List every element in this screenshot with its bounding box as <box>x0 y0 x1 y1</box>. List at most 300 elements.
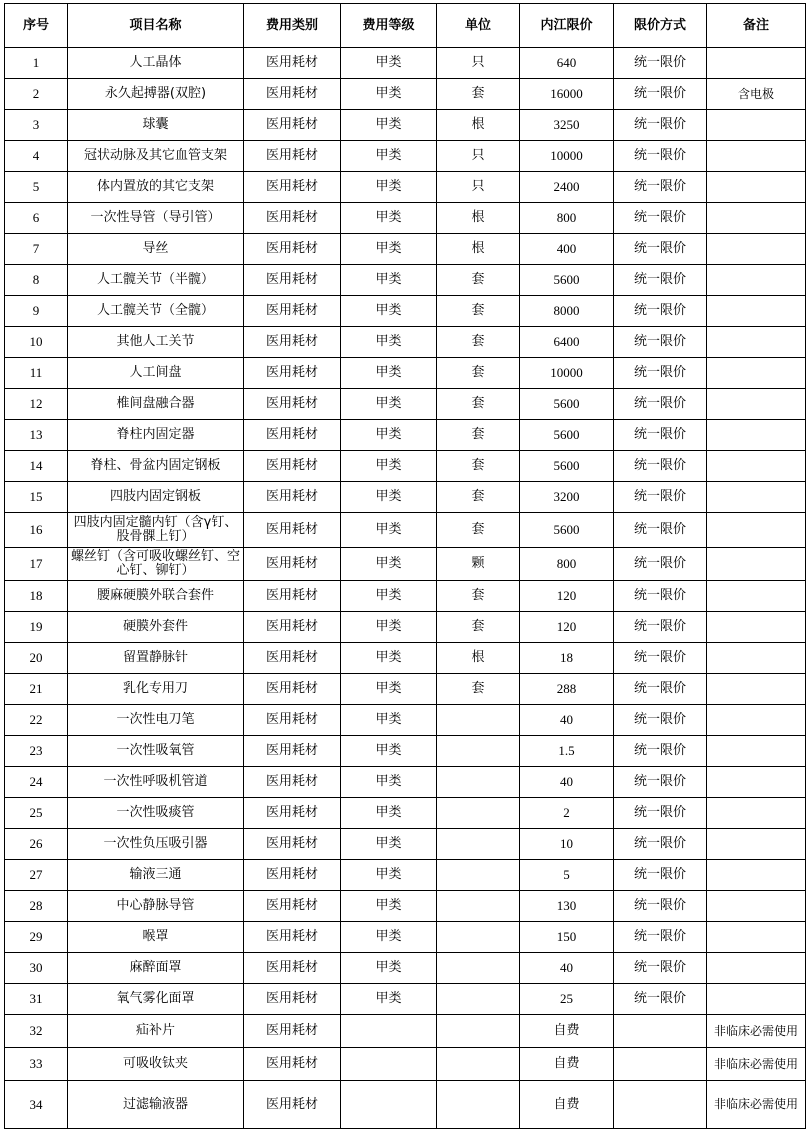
cell-no: 26 <box>5 829 68 860</box>
cell-category: 医用耗材 <box>244 953 341 984</box>
cell-remark <box>707 581 806 612</box>
cell-price: 8000 <box>520 296 614 327</box>
cell-remark <box>707 296 806 327</box>
cell-no: 2 <box>5 79 68 110</box>
cell-remark <box>707 482 806 513</box>
table-row <box>5 767 806 798</box>
header-level: 费用等级 <box>341 4 437 48</box>
cell-category: 医用耗材 <box>244 296 341 327</box>
cell-no: 11 <box>5 358 68 389</box>
cell-no: 8 <box>5 265 68 296</box>
cell-mode: 统一限价 <box>614 922 707 953</box>
cell-remark <box>707 829 806 860</box>
cell-category: 医用耗材 <box>244 1015 341 1048</box>
table-row <box>5 643 806 674</box>
cell-category: 医用耗材 <box>244 922 341 953</box>
cell-name: 乳化专用刀 <box>68 674 244 705</box>
cell-level: 甲类 <box>341 141 437 172</box>
cell-mode <box>614 1015 707 1048</box>
cell-mode: 统一限价 <box>614 327 707 358</box>
cell-name: 留置静脉针 <box>68 643 244 674</box>
cell-remark <box>707 234 806 265</box>
cell-name: 球囊 <box>68 110 244 141</box>
cell-level: 甲类 <box>341 482 437 513</box>
cell-mode: 统一限价 <box>614 674 707 705</box>
cell-price: 10000 <box>520 358 614 389</box>
cell-no: 32 <box>5 1015 68 1048</box>
cell-unit <box>437 953 520 984</box>
cell-price: 自费 <box>520 1015 614 1048</box>
cell-remark <box>707 643 806 674</box>
cell-unit <box>437 798 520 829</box>
cell-price: 130 <box>520 891 614 922</box>
cell-category: 医用耗材 <box>244 110 341 141</box>
cell-unit <box>437 767 520 798</box>
cell-name: 四肢内固定钢板 <box>68 482 244 513</box>
cell-category: 医用耗材 <box>244 420 341 451</box>
cell-level: 甲类 <box>341 891 437 922</box>
header-name: 项目名称 <box>68 4 244 48</box>
cell-level: 甲类 <box>341 860 437 891</box>
cell-price: 5600 <box>520 389 614 420</box>
cell-level: 甲类 <box>341 548 437 581</box>
cell-price: 640 <box>520 48 614 79</box>
cell-no: 4 <box>5 141 68 172</box>
cell-mode: 统一限价 <box>614 79 707 110</box>
cell-category: 医用耗材 <box>244 79 341 110</box>
header-mode: 限价方式 <box>614 4 707 48</box>
table-row <box>5 705 806 736</box>
cell-name: 过滤输液器 <box>68 1081 244 1129</box>
table-row <box>5 1015 806 1048</box>
cell-no: 3 <box>5 110 68 141</box>
table-row <box>5 296 806 327</box>
cell-unit <box>437 736 520 767</box>
cell-category: 医用耗材 <box>244 358 341 389</box>
cell-name: 一次性导管（导引管） <box>68 203 244 234</box>
cell-price: 150 <box>520 922 614 953</box>
cell-remark <box>707 513 806 548</box>
cell-no: 7 <box>5 234 68 265</box>
cell-price: 5600 <box>520 265 614 296</box>
cell-price: 120 <box>520 581 614 612</box>
cell-unit <box>437 891 520 922</box>
cell-remark: 非临床必需使用 <box>707 1015 806 1048</box>
cell-mode: 统一限价 <box>614 829 707 860</box>
cell-level: 甲类 <box>341 674 437 705</box>
cell-no: 6 <box>5 203 68 234</box>
cell-unit: 只 <box>437 48 520 79</box>
cell-remark <box>707 172 806 203</box>
cell-name: 硬膜外套件 <box>68 612 244 643</box>
cell-name: 其他人工关节 <box>68 327 244 358</box>
table-row <box>5 265 806 296</box>
cell-price: 5600 <box>520 451 614 482</box>
cell-no: 1 <box>5 48 68 79</box>
cell-no: 20 <box>5 643 68 674</box>
table-row <box>5 172 806 203</box>
table-row <box>5 612 806 643</box>
cell-no: 18 <box>5 581 68 612</box>
cell-unit: 套 <box>437 296 520 327</box>
cell-mode: 统一限价 <box>614 172 707 203</box>
table-row <box>5 203 806 234</box>
cell-category: 医用耗材 <box>244 767 341 798</box>
cell-mode: 统一限价 <box>614 984 707 1015</box>
cell-remark <box>707 674 806 705</box>
cell-level: 甲类 <box>341 420 437 451</box>
cell-remark <box>707 612 806 643</box>
cell-remark <box>707 984 806 1015</box>
cell-no: 16 <box>5 513 68 548</box>
cell-remark <box>707 953 806 984</box>
cell-no: 9 <box>5 296 68 327</box>
cell-price: 5600 <box>520 420 614 451</box>
cell-name: 冠状动脉及其它血管支架 <box>68 141 244 172</box>
cell-no: 21 <box>5 674 68 705</box>
header-remark: 备注 <box>707 4 806 48</box>
cell-remark <box>707 860 806 891</box>
cell-price: 10 <box>520 829 614 860</box>
cell-no: 5 <box>5 172 68 203</box>
cell-category: 医用耗材 <box>244 860 341 891</box>
cell-level: 甲类 <box>341 581 437 612</box>
cell-unit <box>437 860 520 891</box>
cell-category: 医用耗材 <box>244 674 341 705</box>
cell-category: 医用耗材 <box>244 984 341 1015</box>
cell-category: 医用耗材 <box>244 1081 341 1129</box>
cell-no: 15 <box>5 482 68 513</box>
cell-remark <box>707 705 806 736</box>
cell-remark: 含电极 <box>707 79 806 110</box>
cell-remark <box>707 48 806 79</box>
cell-name: 一次性吸痰管 <box>68 798 244 829</box>
cell-level: 甲类 <box>341 513 437 548</box>
cell-mode: 统一限价 <box>614 265 707 296</box>
cell-remark <box>707 798 806 829</box>
cell-mode: 统一限价 <box>614 953 707 984</box>
cell-level: 甲类 <box>341 798 437 829</box>
cell-no: 34 <box>5 1081 68 1129</box>
cell-category: 医用耗材 <box>244 389 341 420</box>
cell-category: 医用耗材 <box>244 482 341 513</box>
table-row <box>5 234 806 265</box>
table-row <box>5 548 806 581</box>
cell-price: 2 <box>520 798 614 829</box>
cell-name: 一次性负压吸引器 <box>68 829 244 860</box>
table-row <box>5 513 806 548</box>
cell-name: 一次性呼吸机管道 <box>68 767 244 798</box>
cell-no: 24 <box>5 767 68 798</box>
cell-price: 120 <box>520 612 614 643</box>
cell-unit: 套 <box>437 389 520 420</box>
cell-price: 自费 <box>520 1048 614 1081</box>
cell-level: 甲类 <box>341 829 437 860</box>
table-row <box>5 922 806 953</box>
cell-price: 2400 <box>520 172 614 203</box>
cell-level: 甲类 <box>341 79 437 110</box>
cell-no: 22 <box>5 705 68 736</box>
header-price: 内江限价 <box>520 4 614 48</box>
cell-name: 椎间盘融合器 <box>68 389 244 420</box>
cell-remark <box>707 141 806 172</box>
cell-name: 一次性电刀笔 <box>68 705 244 736</box>
cell-price: 800 <box>520 203 614 234</box>
cell-category: 医用耗材 <box>244 265 341 296</box>
table-row <box>5 860 806 891</box>
cell-remark <box>707 110 806 141</box>
cell-category: 医用耗材 <box>244 891 341 922</box>
table-row <box>5 736 806 767</box>
table-body <box>5 48 806 1129</box>
cell-no: 14 <box>5 451 68 482</box>
cell-remark <box>707 389 806 420</box>
cell-mode: 统一限价 <box>614 612 707 643</box>
cell-name: 脊柱、骨盆内固定钢板 <box>68 451 244 482</box>
cell-no: 25 <box>5 798 68 829</box>
cell-category: 医用耗材 <box>244 581 341 612</box>
cell-unit: 套 <box>437 513 520 548</box>
cell-mode: 统一限价 <box>614 643 707 674</box>
cell-unit: 根 <box>437 203 520 234</box>
cell-mode: 统一限价 <box>614 110 707 141</box>
cell-level: 甲类 <box>341 234 437 265</box>
cell-unit: 套 <box>437 612 520 643</box>
cell-unit: 套 <box>437 79 520 110</box>
cell-mode: 统一限价 <box>614 736 707 767</box>
cell-mode: 统一限价 <box>614 891 707 922</box>
cell-category: 医用耗材 <box>244 451 341 482</box>
table-row <box>5 674 806 705</box>
table-row <box>5 798 806 829</box>
cell-mode: 统一限价 <box>614 420 707 451</box>
cell-price: 10000 <box>520 141 614 172</box>
cell-no: 19 <box>5 612 68 643</box>
table-row <box>5 482 806 513</box>
cell-name: 人工髋关节（半髋） <box>68 265 244 296</box>
table-row <box>5 829 806 860</box>
cell-no: 33 <box>5 1048 68 1081</box>
cell-level: 甲类 <box>341 48 437 79</box>
cell-name: 螺丝钉（含可吸收螺丝钉、空心钉、铆钉） <box>68 548 244 581</box>
cell-level: 甲类 <box>341 984 437 1015</box>
cell-unit: 套 <box>437 265 520 296</box>
cell-level: 甲类 <box>341 736 437 767</box>
cell-name: 喉罩 <box>68 922 244 953</box>
table-row <box>5 48 806 79</box>
cell-price: 800 <box>520 548 614 581</box>
cell-mode: 统一限价 <box>614 203 707 234</box>
table-row <box>5 451 806 482</box>
cell-mode: 统一限价 <box>614 234 707 265</box>
table-row <box>5 1081 806 1129</box>
cell-remark: 非临床必需使用 <box>707 1048 806 1081</box>
cell-category: 医用耗材 <box>244 141 341 172</box>
header-unit: 单位 <box>437 4 520 48</box>
cell-level: 甲类 <box>341 110 437 141</box>
cell-mode <box>614 1048 707 1081</box>
cell-category: 医用耗材 <box>244 513 341 548</box>
cell-level: 甲类 <box>341 922 437 953</box>
cell-name: 麻醉面罩 <box>68 953 244 984</box>
cell-name: 疝补片 <box>68 1015 244 1048</box>
cell-name: 人工髋关节（全髋） <box>68 296 244 327</box>
cell-level: 甲类 <box>341 172 437 203</box>
cell-level: 甲类 <box>341 643 437 674</box>
cell-unit <box>437 984 520 1015</box>
cell-no: 13 <box>5 420 68 451</box>
cell-unit: 套 <box>437 327 520 358</box>
cell-category: 医用耗材 <box>244 829 341 860</box>
cell-level: 甲类 <box>341 358 437 389</box>
table-row <box>5 581 806 612</box>
cell-level: 甲类 <box>341 327 437 358</box>
table-row <box>5 420 806 451</box>
cell-mode: 统一限价 <box>614 860 707 891</box>
cell-name: 人工间盘 <box>68 358 244 389</box>
price-limit-table <box>4 3 806 1129</box>
cell-remark <box>707 203 806 234</box>
cell-name: 可吸收钛夹 <box>68 1048 244 1081</box>
cell-level: 甲类 <box>341 451 437 482</box>
cell-mode <box>614 1081 707 1129</box>
cell-mode: 统一限价 <box>614 767 707 798</box>
cell-name: 中心静脉导管 <box>68 891 244 922</box>
cell-name: 一次性吸氧管 <box>68 736 244 767</box>
cell-category: 医用耗材 <box>244 798 341 829</box>
cell-category: 医用耗材 <box>244 1048 341 1081</box>
cell-name: 体内置放的其它支架 <box>68 172 244 203</box>
cell-name: 人工晶体 <box>68 48 244 79</box>
table-row <box>5 141 806 172</box>
cell-no: 10 <box>5 327 68 358</box>
cell-name: 永久起搏器(双腔) <box>68 79 244 110</box>
cell-price: 1.5 <box>520 736 614 767</box>
cell-mode: 统一限价 <box>614 48 707 79</box>
cell-remark <box>707 922 806 953</box>
cell-category: 医用耗材 <box>244 203 341 234</box>
cell-unit: 根 <box>437 110 520 141</box>
cell-price: 3200 <box>520 482 614 513</box>
cell-unit <box>437 1015 520 1048</box>
cell-unit <box>437 1048 520 1081</box>
cell-no: 29 <box>5 922 68 953</box>
cell-remark <box>707 736 806 767</box>
cell-name: 氧气雾化面罩 <box>68 984 244 1015</box>
cell-level: 甲类 <box>341 767 437 798</box>
cell-remark <box>707 451 806 482</box>
cell-category: 医用耗材 <box>244 234 341 265</box>
cell-unit: 套 <box>437 358 520 389</box>
cell-price: 自费 <box>520 1081 614 1129</box>
cell-mode: 统一限价 <box>614 141 707 172</box>
header-row <box>5 4 806 48</box>
cell-unit: 套 <box>437 420 520 451</box>
cell-price: 40 <box>520 705 614 736</box>
cell-level <box>341 1081 437 1129</box>
cell-level <box>341 1015 437 1048</box>
cell-remark <box>707 767 806 798</box>
cell-unit <box>437 705 520 736</box>
table-row <box>5 79 806 110</box>
cell-level: 甲类 <box>341 265 437 296</box>
cell-level: 甲类 <box>341 953 437 984</box>
cell-mode: 统一限价 <box>614 482 707 513</box>
cell-unit <box>437 922 520 953</box>
cell-mode: 统一限价 <box>614 296 707 327</box>
cell-unit <box>437 1081 520 1129</box>
cell-unit: 只 <box>437 172 520 203</box>
cell-unit: 根 <box>437 643 520 674</box>
cell-mode: 统一限价 <box>614 798 707 829</box>
cell-category: 医用耗材 <box>244 327 341 358</box>
cell-remark <box>707 420 806 451</box>
cell-price: 16000 <box>520 79 614 110</box>
cell-no: 17 <box>5 548 68 581</box>
cell-mode: 统一限价 <box>614 513 707 548</box>
cell-price: 288 <box>520 674 614 705</box>
cell-level: 甲类 <box>341 203 437 234</box>
header-category: 费用类别 <box>244 4 341 48</box>
cell-no: 23 <box>5 736 68 767</box>
cell-category: 医用耗材 <box>244 643 341 674</box>
cell-mode: 统一限价 <box>614 389 707 420</box>
cell-unit <box>437 829 520 860</box>
cell-price: 5 <box>520 860 614 891</box>
cell-unit: 只 <box>437 141 520 172</box>
cell-price: 5600 <box>520 513 614 548</box>
cell-remark <box>707 327 806 358</box>
cell-price: 40 <box>520 953 614 984</box>
cell-category: 医用耗材 <box>244 48 341 79</box>
table-row <box>5 1048 806 1081</box>
cell-no: 12 <box>5 389 68 420</box>
cell-mode: 统一限价 <box>614 451 707 482</box>
cell-level: 甲类 <box>341 296 437 327</box>
cell-category: 医用耗材 <box>244 736 341 767</box>
cell-category: 医用耗材 <box>244 612 341 643</box>
cell-mode: 统一限价 <box>614 548 707 581</box>
cell-mode: 统一限价 <box>614 705 707 736</box>
cell-price: 40 <box>520 767 614 798</box>
table-row <box>5 984 806 1015</box>
table-row <box>5 110 806 141</box>
cell-level <box>341 1048 437 1081</box>
cell-remark <box>707 358 806 389</box>
cell-unit: 套 <box>437 581 520 612</box>
cell-no: 27 <box>5 860 68 891</box>
table-row <box>5 891 806 922</box>
cell-remark <box>707 548 806 581</box>
cell-no: 28 <box>5 891 68 922</box>
cell-level: 甲类 <box>341 705 437 736</box>
cell-name: 腰麻硬膜外联合套件 <box>68 581 244 612</box>
cell-price: 6400 <box>520 327 614 358</box>
cell-unit: 套 <box>437 674 520 705</box>
cell-name: 四肢内固定髓内钉（含γ钉、股骨髁上钉） <box>68 513 244 548</box>
cell-category: 医用耗材 <box>244 172 341 203</box>
cell-unit: 颗 <box>437 548 520 581</box>
cell-price: 18 <box>520 643 614 674</box>
table-row <box>5 953 806 984</box>
cell-price: 3250 <box>520 110 614 141</box>
cell-no: 31 <box>5 984 68 1015</box>
cell-price: 25 <box>520 984 614 1015</box>
cell-remark: 非临床必需使用 <box>707 1081 806 1129</box>
cell-mode: 统一限价 <box>614 358 707 389</box>
cell-category: 医用耗材 <box>244 548 341 581</box>
cell-level: 甲类 <box>341 389 437 420</box>
